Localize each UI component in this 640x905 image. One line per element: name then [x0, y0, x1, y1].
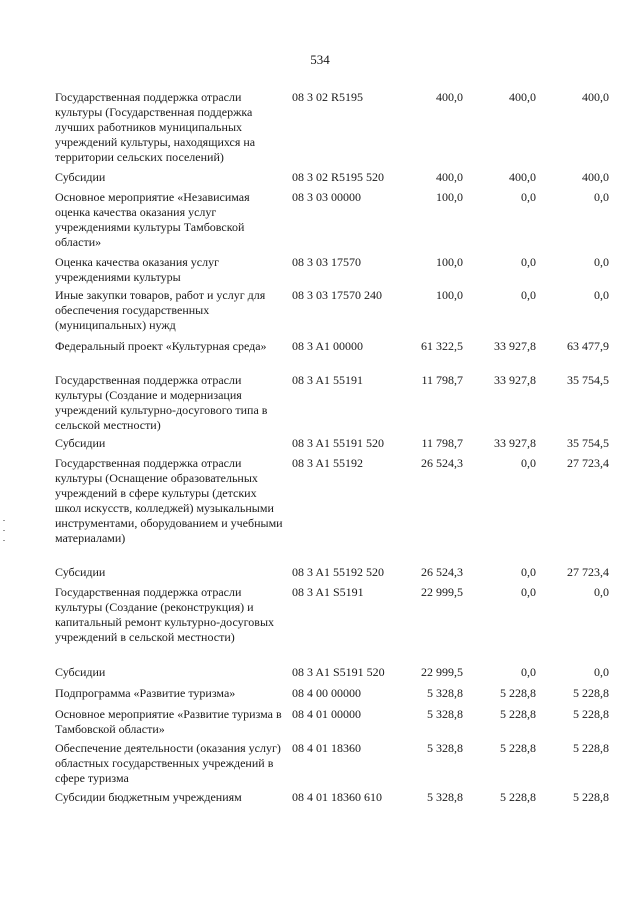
- row-value-1: 26 524,3: [421, 456, 463, 470]
- row-value-2: 33 927,8: [494, 373, 536, 387]
- row-value-3: 27 723,4: [567, 565, 609, 579]
- row-code: 08 3 02 R5195: [292, 90, 364, 104]
- row-value-2: 0,0: [521, 288, 536, 302]
- row-value-1: 5 328,8: [427, 686, 463, 700]
- row-value-1: 100,0: [436, 255, 463, 269]
- page-number: 534: [310, 52, 330, 67]
- row-code: 08 4 01 18360: [292, 741, 361, 755]
- row-code: 08 3 A1 00000: [292, 339, 364, 353]
- row-value-3: 0,0: [594, 585, 609, 599]
- row-value-3: 0,0: [594, 288, 609, 302]
- row-code: 08 3 03 17570: [292, 255, 361, 269]
- row-name: Государственная поддержка отрасли культуры (Оснащение образовательных учреждений в сфере культуры (детских школ искусств, колледжей) музыкальными инструментами, оборудованием и учебными материалами): [55, 456, 283, 545]
- row-name: Государственная поддержка отрасли культуры (Государственная поддержка лучших работников муниципальных учреждений культуры, находящихся на территории сельских поселений): [55, 90, 256, 164]
- row-value-3: 5 228,8: [573, 686, 609, 700]
- row-value-2: 0,0: [521, 255, 536, 269]
- scan-mark: [3, 520, 5, 521]
- row-code: 08 3 A1 S5191 520: [292, 665, 385, 679]
- row-value-3: 35 754,5: [567, 373, 609, 387]
- scan-mark: [3, 530, 5, 531]
- row-code: 08 3 03 00000: [292, 190, 361, 204]
- row-name: Обеспечение деятельности (оказания услуг) областных государственных учреждений в сфере туризма: [55, 741, 281, 785]
- row-value-2: 5 228,8: [500, 686, 536, 700]
- row-name: Основное мероприятие «Независимая оценка качества оказания услуг учреждениями культуры Тамбовской области»: [55, 190, 250, 249]
- row-value-1: 22 999,5: [421, 585, 463, 599]
- row-value-2: 5 228,8: [500, 741, 536, 755]
- row-value-1: 5 328,8: [427, 741, 463, 755]
- row-code: 08 3 A1 55192 520: [292, 565, 385, 579]
- row-value-1: 400,0: [436, 170, 463, 184]
- row-code: 08 4 00 00000: [292, 686, 361, 700]
- row-value-3: 400,0: [582, 170, 609, 184]
- row-value-3: 400,0: [582, 90, 609, 104]
- row-code: 08 3 A1 55191: [292, 373, 364, 387]
- row-value-1: 26 524,3: [421, 565, 463, 579]
- row-code: 08 3 A1 55191 520: [292, 436, 385, 450]
- row-name: Основное мероприятие «Развитие туризма в Тамбовской области»: [55, 707, 282, 736]
- row-value-2: 5 228,8: [500, 707, 536, 721]
- row-value-1: 5 328,8: [427, 790, 463, 804]
- row-value-2: 33 927,8: [494, 339, 536, 353]
- row-value-2: 400,0: [509, 90, 536, 104]
- row-value-3: 5 228,8: [573, 741, 609, 755]
- row-value-2: 0,0: [521, 585, 536, 599]
- row-name: Иные закупки товаров, работ и услуг для обеспечения государственных (муниципальных) нужд: [55, 288, 266, 332]
- row-code: 08 3 02 R5195 520: [292, 170, 385, 184]
- row-value-1: 11 798,7: [421, 373, 463, 387]
- row-value-2: 0,0: [521, 665, 536, 679]
- row-code: 08 4 01 00000: [292, 707, 361, 721]
- row-name: Подпрограмма «Развитие туризма»: [55, 686, 236, 700]
- row-value-3: 35 754,5: [567, 436, 609, 450]
- row-name: Субсидии бюджетным учреждениям: [55, 790, 242, 804]
- row-value-1: 400,0: [436, 90, 463, 104]
- row-value-1: 22 999,5: [421, 665, 463, 679]
- row-value-2: 0,0: [521, 190, 536, 204]
- row-code: 08 3 A1 55192: [292, 456, 364, 470]
- row-value-3: 0,0: [594, 665, 609, 679]
- row-value-1: 100,0: [436, 288, 463, 302]
- row-value-3: 0,0: [594, 255, 609, 269]
- row-value-2: 0,0: [521, 565, 536, 579]
- row-value-3: 5 228,8: [573, 707, 609, 721]
- row-name: Государственная поддержка отрасли культуры (Создание (реконструкция) и капитальный ремонт культурно-досуговых учреждений в сельской местности): [55, 585, 274, 644]
- row-value-3: 63 477,9: [567, 339, 609, 353]
- row-value-1: 11 798,7: [421, 436, 463, 450]
- row-value-1: 61 322,5: [421, 339, 463, 353]
- row-code: 08 4 01 18360 610: [292, 790, 382, 804]
- row-name: Субсидии: [55, 665, 106, 679]
- row-value-1: 100,0: [436, 190, 463, 204]
- row-name: Субсидии: [55, 565, 106, 579]
- row-value-2: 33 927,8: [494, 436, 536, 450]
- row-name: Федеральный проект «Культурная среда»: [55, 339, 267, 353]
- row-name: Субсидии: [55, 436, 106, 450]
- row-value-3: 0,0: [594, 190, 609, 204]
- scan-mark: [3, 540, 5, 541]
- row-value-1: 5 328,8: [427, 707, 463, 721]
- row-code: 08 3 A1 S5191: [292, 585, 364, 599]
- row-value-2: 400,0: [509, 170, 536, 184]
- row-value-2: 5 228,8: [500, 790, 536, 804]
- row-code: 08 3 03 17570 240: [292, 288, 382, 302]
- row-name: Оценка качества оказания услуг учреждениями культуры: [55, 255, 220, 284]
- row-value-2: 0,0: [521, 456, 536, 470]
- row-value-3: 5 228,8: [573, 790, 609, 804]
- row-name: Государственная поддержка отрасли культуры (Создание и модернизация учреждений культурно-досугового типа в сельской местности): [55, 373, 268, 432]
- row-value-3: 27 723,4: [567, 456, 609, 470]
- row-name: Субсидии: [55, 170, 106, 184]
